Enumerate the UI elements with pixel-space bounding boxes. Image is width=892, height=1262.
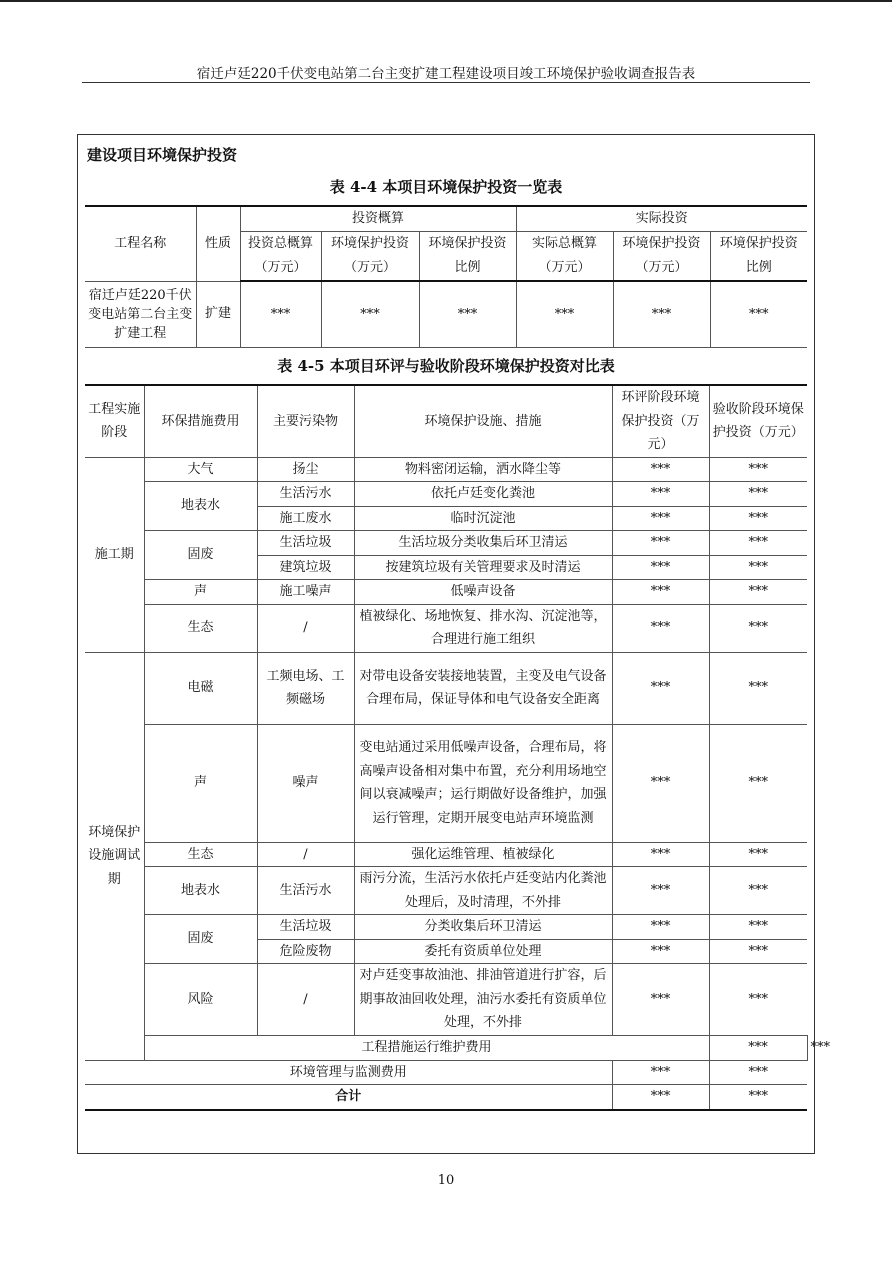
table-row [85,580,807,605]
eia-value-cell: *** [612,939,709,964]
value-cell: *** [419,281,516,347]
col-header-actual-env-ratio: 环境保护投资比例 [710,231,807,281]
eia-value-cell: *** [612,604,709,652]
col-header-actual-env-investment: 环境保护投资（万元） [613,231,710,281]
page-number: 10 [437,1173,455,1188]
eia-value-cell: *** [612,964,709,1036]
table-row [85,964,807,1036]
measure-cell: 对带电设备安装接地装置，主变及电气设备合理布局，保证导体和电气设备安全距离 [354,652,612,724]
top-border-line [0,0,892,2]
section-title: 建设项目环境保护投资 [87,146,238,164]
table-row [85,915,807,940]
eia-value-cell: *** [612,506,709,531]
measure-cell: 临时沉淀池 [354,506,612,531]
col-header-eia-investment: 环评阶段环境保护投资（万元） [612,385,709,457]
nature-cell: 扩建 [196,281,240,347]
acceptance-value-cell: *** [709,506,807,531]
eia-value-cell: *** [612,652,709,724]
table-row [85,457,807,482]
col-header-measures: 环境保护设施、措施 [354,385,612,457]
acceptance-value-cell: *** [709,867,807,915]
measure-cell: 按建筑垃圾有关管理要求及时清运 [354,555,612,580]
pollutant-cell: 生活污水 [257,482,354,507]
measure-cell: 委托有资质单位处理 [354,939,612,964]
table-row [85,724,807,842]
acceptance-value-cell: *** [709,964,807,1036]
category-cell: 生态 [144,842,257,867]
project-name-cell: 宿迁卢廷220千伏变电站第二台主变扩建工程 [85,281,196,347]
eia-value-cell: *** [612,555,709,580]
table-row [85,281,807,347]
col-header-acceptance-investment: 验收阶段环境保护投资（万元） [709,385,807,457]
value-cell: *** [710,281,807,347]
measure-cell: 分类收集后环卫清运 [354,915,612,940]
col-header-actual-total: 实际总概算（万元） [516,231,613,281]
table-4-4 [85,205,807,348]
value-cell: *** [321,281,419,347]
pollutant-cell: 扬尘 [257,457,354,482]
col-header-cost: 环保措施费用 [144,385,257,457]
stage-commissioning: 环境保护设施调试期 [85,652,144,1060]
pollutant-cell: / [257,964,354,1036]
eia-value-cell: *** [612,457,709,482]
acceptance-value-cell: *** [709,724,807,842]
category-cell: 电磁 [144,652,257,724]
value-cell: *** [240,281,321,347]
eia-value-cell: *** [612,842,709,867]
measure-cell: 对卢廷变事故油池、排油管道进行扩容，后期事故油回收处理，油污水委托有资质单位处理，不外排 [354,964,612,1036]
category-cell: 风险 [144,964,257,1036]
acceptance-value-cell: *** [709,482,807,507]
category-cell: 声 [144,724,257,842]
acceptance-value-cell: *** [709,652,807,724]
table-row [85,1060,807,1085]
col-header-investment-estimate: 投资概算 [240,206,516,231]
pollutant-cell: / [257,842,354,867]
pollutant-cell: 建筑垃圾 [257,555,354,580]
col-header-env-ratio: 环境保护投资比例 [419,231,516,281]
acceptance-value-cell: *** [709,604,807,652]
table-row [85,652,807,724]
acceptance-value-cell: *** [709,555,807,580]
pollutant-cell: 生活垃圾 [257,531,354,556]
table-4-5-caption: 表 4-5 本项目环评与验收阶段环境保护投资对比表 [277,357,615,375]
category-cell: 大气 [144,457,257,482]
table-4-4-caption: 表 4-4 本项目环境保护投资一览表 [329,178,563,196]
eia-value-cell: *** [612,482,709,507]
eia-value-cell: *** [612,867,709,915]
acceptance-value-cell: *** [709,531,807,556]
pollutant-cell: 生活垃圾 [257,915,354,940]
col-header-project-name: 工程名称 [85,206,196,281]
acceptance-value-cell: *** [709,939,807,964]
measure-cell: 生活垃圾分类收集后环卫清运 [354,531,612,556]
pollutant-cell: 危险废物 [257,939,354,964]
measure-cell: 雨污分流，生活污水依托卢廷变站内化粪池处理后，及时清理，不外排 [354,867,612,915]
acceptance-value-cell: *** [709,1085,807,1110]
col-header-total-estimate: 投资总概算（万元） [240,231,321,281]
table-row [85,867,807,915]
eia-value-cell: *** [612,1085,709,1110]
summary-label-total: 合计 [85,1085,612,1110]
category-cell: 固废 [144,531,257,580]
eia-value-cell: *** [709,1036,807,1061]
value-cell: *** [516,281,613,347]
measure-cell: 物料密闭运输，洒水降尘等 [354,457,612,482]
category-cell: 地表水 [144,867,257,915]
pollutant-cell: 工频电场、工频磁场 [257,652,354,724]
measure-cell: 变电站通过采用低噪声设备，合理布局，将高噪声设备相对集中布置，充分利用场地空间以衰减噪声；运行期做好设备维护，加强运行管理，定期开展变电站声环境监测 [354,724,612,842]
header-rule [82,82,810,83]
summary-label-management: 环境管理与监测费用 [85,1060,612,1085]
table-row [85,842,807,867]
col-header-env-investment: 环境保护投资（万元） [321,231,419,281]
pollutant-cell: 施工噪声 [257,580,354,605]
table-row [85,531,807,556]
measure-cell: 低噪声设备 [354,580,612,605]
measure-cell: 植被绿化、场地恢复、排水沟、沉淀池等，合理进行施工组织 [354,604,612,652]
measure-cell: 依托卢廷变化粪池 [354,482,612,507]
acceptance-value-cell: *** [709,457,807,482]
eia-value-cell: *** [612,1060,709,1085]
table-row: 工程措施运行维护费用 *** *** [85,1036,807,1061]
eia-value-cell: *** [612,915,709,940]
col-header-stage: 工程实施阶段 [85,385,144,457]
summary-label-maintenance: 工程措施运行维护费用 [144,1036,709,1061]
col-header-actual-investment: 实际投资 [516,206,807,231]
table-row [85,604,807,652]
pollutant-cell: 施工废水 [257,506,354,531]
acceptance-value-cell: *** [709,842,807,867]
running-header: 宿迁卢廷220千伏变电站第二台主变扩建工程建设项目竣工环境保护验收调查报告表 [196,66,696,82]
category-cell: 地表水 [144,482,257,531]
pollutant-cell: 噪声 [257,724,354,842]
category-cell: 声 [144,580,257,605]
value-cell: *** [613,281,710,347]
stage-construction: 施工期 [85,457,144,652]
category-cell: 固废 [144,915,257,964]
eia-value-cell: *** [612,580,709,605]
measure-cell: 强化运维管理、植被绿化 [354,842,612,867]
acceptance-value-cell: *** [709,1060,807,1085]
eia-value-cell: *** [612,724,709,842]
col-header-nature: 性质 [196,206,240,281]
table-row [85,482,807,507]
pollutant-cell: / [257,604,354,652]
table-row [85,1085,807,1110]
pollutant-cell: 生活污水 [257,867,354,915]
acceptance-value-cell: *** [709,580,807,605]
table-4-5 [85,384,830,1111]
eia-value-cell: *** [612,531,709,556]
col-header-pollutant: 主要污染物 [257,385,354,457]
category-cell: 生态 [144,604,257,652]
acceptance-value-cell: *** [709,915,807,940]
